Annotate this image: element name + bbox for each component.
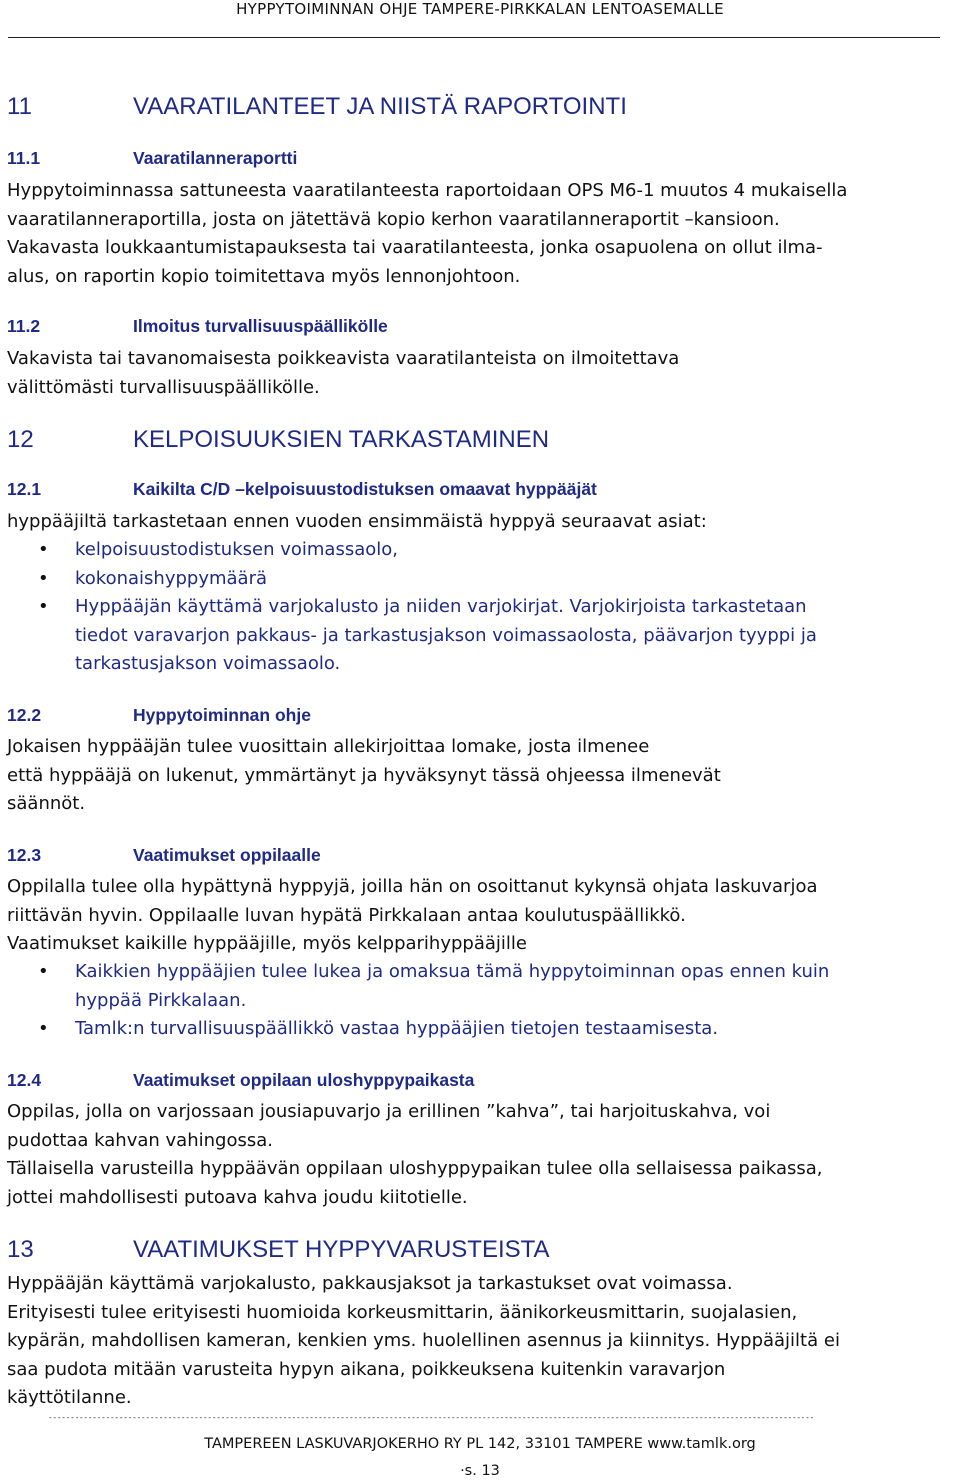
subsection-title: Hyppytoiminnan ohje — [133, 705, 311, 725]
subsection-title: Kaikilta C/D –kelpoisuustodistuksen omaavat hyppääjät — [133, 479, 597, 499]
text-line: että hyppääjä on lukenut, ymmärtänyt ja hyväksynyt tässä ohjeessa ilmenevät — [7, 764, 721, 786]
paragraph-12-1-intro — [7, 508, 957, 537]
section-number: 13 — [7, 1236, 34, 1263]
subsection-number: 11.2 — [7, 316, 41, 336]
paragraph-11-2 — [7, 345, 957, 402]
bullet-icon: • — [38, 539, 49, 560]
bullet-list-12-1 — [0, 536, 960, 679]
text-line: Hyppytoiminnassa sattuneesta vaaratilanteesta raportoidaan OPS M6-1 muutos 4 mukaisella — [7, 180, 848, 201]
bullet-list-12-3 — [0, 958, 960, 1044]
list-item-text: kelpoisuustodistuksen voimassaolo, — [75, 539, 398, 560]
text-line: vaaratilanneraportilla, josta on jätettävä kopio kerhon vaaratilanneraportit –kansioon. — [7, 208, 780, 230]
section-number: 12 — [7, 426, 34, 453]
footer-divider: ----------------------------------------------------------------------------------------------------------------------------------------------------------------------------- — [48, 1413, 815, 1422]
bullet-icon: • — [38, 567, 49, 589]
section-number: 11 — [7, 93, 32, 120]
list-item — [0, 593, 960, 679]
text-line: Oppilas, jolla on varjossaan jousiapuvarjo ja erillinen ”kahva”, tai harjoituskahva, voi — [7, 1101, 771, 1122]
list-item-text — [75, 958, 945, 1015]
text-line: Vaatimukset kaikille hyppääjille, myös kelpparihyppääjille — [7, 933, 527, 954]
text-line: Oppilalla tulee olla hypättynä hyppyjä, joilla hän on osoittanut kykynsä ohjata laskuvarjoa — [7, 876, 818, 897]
paragraph-12-4 — [7, 1098, 957, 1212]
bullet-icon: • — [38, 961, 49, 982]
text-line: hyppää Pirkkalaan. — [75, 989, 247, 1011]
paragraph-12-3 — [7, 873, 957, 959]
text-line: tarkastusjakson voimassaolo. — [75, 653, 341, 674]
text-line: jottei mahdollisesti putoava kahva joudu kiitotielle. — [7, 1186, 468, 1208]
list-item — [0, 958, 960, 1015]
text-line: pudottaa kahvan vahingossa. — [7, 1129, 273, 1151]
paragraph-13 — [7, 1270, 957, 1413]
text-line: välittömästi turvallisuuspäällikölle. — [7, 376, 320, 398]
text-line: tiedot varavarjon pakkaus- ja tarkastusjakson voimassaolosta, päävarjon tyyppi ja — [75, 624, 817, 646]
text-line: alus, on raportin kopio toimitettava myös lennonjohtoon. — [7, 265, 521, 287]
paragraph-11-1 — [7, 177, 957, 291]
text-line: Tällaisella varusteilla hyppäävän oppilaan uloshyppypaikan tulee olla sellaisessa paikassa, — [7, 1158, 823, 1179]
page-number: ·s. 13 — [460, 1463, 500, 1479]
text-line: Hyppääjän käyttämä varjokalusto, pakkausjaksot ja tarkastukset ovat voimassa. — [7, 1273, 733, 1294]
text-line: Jokaisen hyppääjän tulee vuosittain allekirjoittaa lomake, josta ilmenee — [7, 736, 650, 757]
subsection-title: Vaatimukset oppilaan uloshyppypaikasta — [133, 1070, 475, 1090]
running-header: HYPPYTOIMINNAN OHJE TAMPERE-PIRKKALAN LENTOASEMALLE — [236, 0, 724, 18]
list-item-text: kokonaishyppymäärä — [75, 567, 267, 589]
subsection-number: 12.4 — [7, 1070, 42, 1090]
subsection-number: 12.3 — [7, 845, 42, 865]
subsection-title: Ilmoitus turvallisuuspäällikölle — [133, 316, 388, 336]
section-title: KELPOISUUKSIEN TARKASTAMINEN — [133, 426, 550, 453]
text-line: Vakavasta loukkaantumistapauksesta tai vaaratilanteesta, jonka osapuolena on ollut ilma- — [7, 237, 823, 258]
subsection-title: Vaaratilanneraportti — [133, 148, 298, 168]
text-line: Hyppääjän käyttämä varjokalusto ja niiden varjokirjat. Varjokirjoista tarkastetaan — [75, 596, 807, 617]
list-item — [0, 536, 960, 565]
text-line: säännöt. — [7, 793, 86, 814]
subsection-number: 12.2 — [7, 705, 42, 725]
text-line: riittävän hyvin. Oppilaalle luvan hypätä Pirkkalaan antaa koulutuspäällikkö. — [7, 904, 686, 926]
header-rule — [8, 37, 940, 38]
text-line: Erityisesti tulee erityisesti huomioida korkeusmittarin, äänikorkeusmittarin, suojalasien, — [7, 1301, 798, 1323]
bullet-icon: • — [38, 1018, 49, 1039]
list-item — [0, 565, 960, 594]
text-line: Vakavista tai tavanomaisesta poikkeavista vaaratilanteista on ilmoitettava — [7, 348, 680, 369]
section-title: VAATIMUKSET HYPPYVARUSTEISTA — [133, 1236, 550, 1263]
text-line: saa pudota mitään varusteita hypyn aikana, poikkeuksena kuitenkin varavarjon — [7, 1358, 726, 1380]
paragraph-12-2 — [7, 733, 957, 819]
subsection-number: 12.1 — [7, 479, 42, 499]
text-line: käyttötilanne. — [7, 1387, 132, 1408]
list-item — [0, 1015, 960, 1044]
subsection-title: Vaatimukset oppilaalle — [133, 845, 321, 865]
text-line: kypärän, mahdollisen kameran, kenkien yms. huolellinen asennus ja kiinnitys. Hyppääjiltä ei — [7, 1330, 840, 1351]
bullet-icon: • — [38, 596, 49, 617]
list-item-text — [75, 593, 945, 679]
list-item-text: Tamlk:n turvallisuuspäällikkö vastaa hyppääjien tietojen testaamisesta. — [75, 1018, 719, 1039]
subsection-number: 11.1 — [7, 148, 41, 168]
footer-address: TAMPEREEN LASKUVARJOKERHO RY PL 142, 33101 TAMPERE www.tamlk.org — [204, 1436, 756, 1452]
section-title: VAARATILANTEET JA NIISTÄ RAPORTOINTI — [133, 93, 627, 120]
text-line: hyppääjiltä tarkastetaan ennen vuoden ensimmäistä hyppyä seuraavat asiat: — [7, 511, 707, 532]
text-line: Kaikkien hyppääjien tulee lukea ja omaksua tämä hyppytoiminnan opas ennen kuin — [75, 961, 830, 982]
